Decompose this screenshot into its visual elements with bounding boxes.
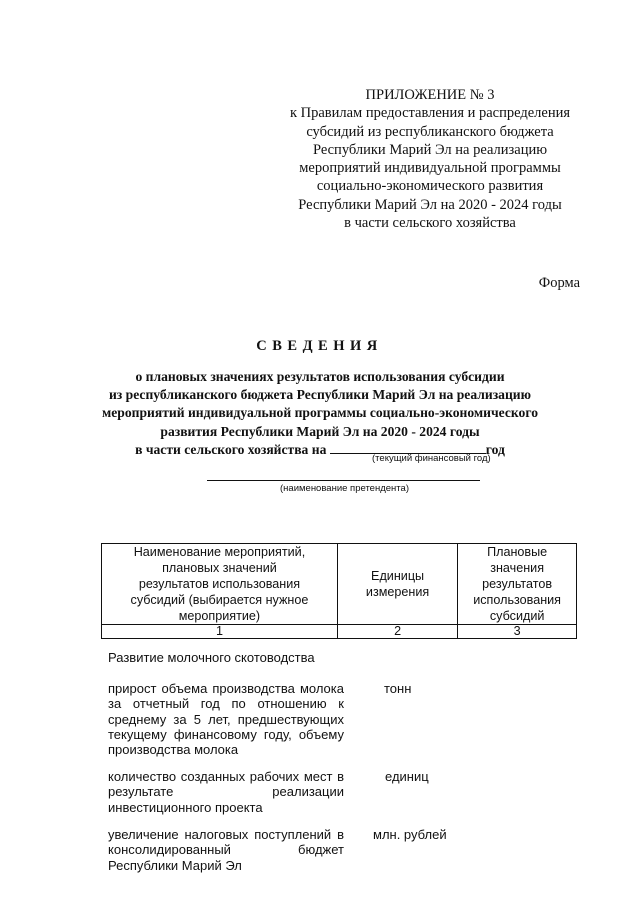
subtitle-line: развития Республики Марий Эл на 2020 - 2024 годы: [160, 423, 480, 439]
indicator-text: увеличение налоговых поступлений в консолидированный бюджет Республики Марий Эл: [108, 827, 344, 873]
table-col-number: 1: [102, 625, 338, 639]
table-header-name: Наименование мероприятий, плановых значений результатов использования субсидий (выбирается нужное мероприятие): [102, 544, 338, 625]
appendix-line: в части сельского хозяйства: [344, 215, 516, 232]
indicator-unit: тонн: [384, 681, 412, 696]
subtitle-year-suffix: год: [485, 441, 505, 457]
appendix-line: Республики Марий Эл на реализацию: [312, 141, 548, 158]
appendix-line: социально-экономического развития: [316, 178, 544, 195]
appendix-header: [270, 86, 590, 232]
table-number-row: [102, 625, 577, 639]
document-subtitle: [100, 368, 540, 459]
indicator-unit: млн. рублей: [373, 827, 447, 842]
table-header-value: Плановые значения результатов использования субсидий: [458, 544, 577, 625]
section-heading: Развитие молочного скотоводства: [108, 650, 315, 665]
appendix-line: субсидий из республиканского бюджета: [306, 123, 554, 140]
year-caption: (текущий финансовый год): [372, 453, 491, 464]
appendix-number: ПРИЛОЖЕНИЕ № 3: [365, 87, 495, 103]
table-col-number: 2: [337, 625, 457, 639]
table-col-number: 3: [458, 625, 577, 639]
table-header-unit: Единицы измерения: [337, 544, 457, 625]
appendix-line: Республики Марий Эл на 2020 - 2024 годы: [298, 196, 562, 213]
indicator-text: количество созданных рабочих мест в результате реализации инвестиционного проекта: [108, 769, 344, 815]
indicators-table: [101, 543, 577, 639]
subtitle-line: мероприятий индивидуальной программы социально-экономического: [101, 405, 538, 421]
applicant-blank-field[interactable]: [207, 480, 480, 481]
document-title: СВЕДЕНИЯ: [256, 338, 383, 354]
appendix-line: к Правилам предоставления и распределения: [289, 105, 571, 122]
subtitle-year-prefix: в части сельского хозяйства на: [135, 441, 327, 457]
year-blank-field[interactable]: [330, 441, 486, 454]
indicator-unit: единиц: [385, 769, 429, 784]
indicator-text: прирост объема производства молока за отчетный год по отношению к среднему за 5 лет, предшествующих текущему финансовому году, объему производства молока: [108, 681, 344, 758]
appendix-line: мероприятий индивидуальной программы: [299, 160, 561, 177]
table-header-row: [102, 544, 577, 625]
subtitle-line: о плановых значениях результатов использования субсидии: [135, 369, 505, 384]
form-label: Форма: [538, 275, 580, 291]
applicant-caption: (наименование претендента): [280, 483, 409, 494]
subtitle-line: из республиканского бюджета Республики Марий Эл на реализацию: [108, 387, 532, 403]
